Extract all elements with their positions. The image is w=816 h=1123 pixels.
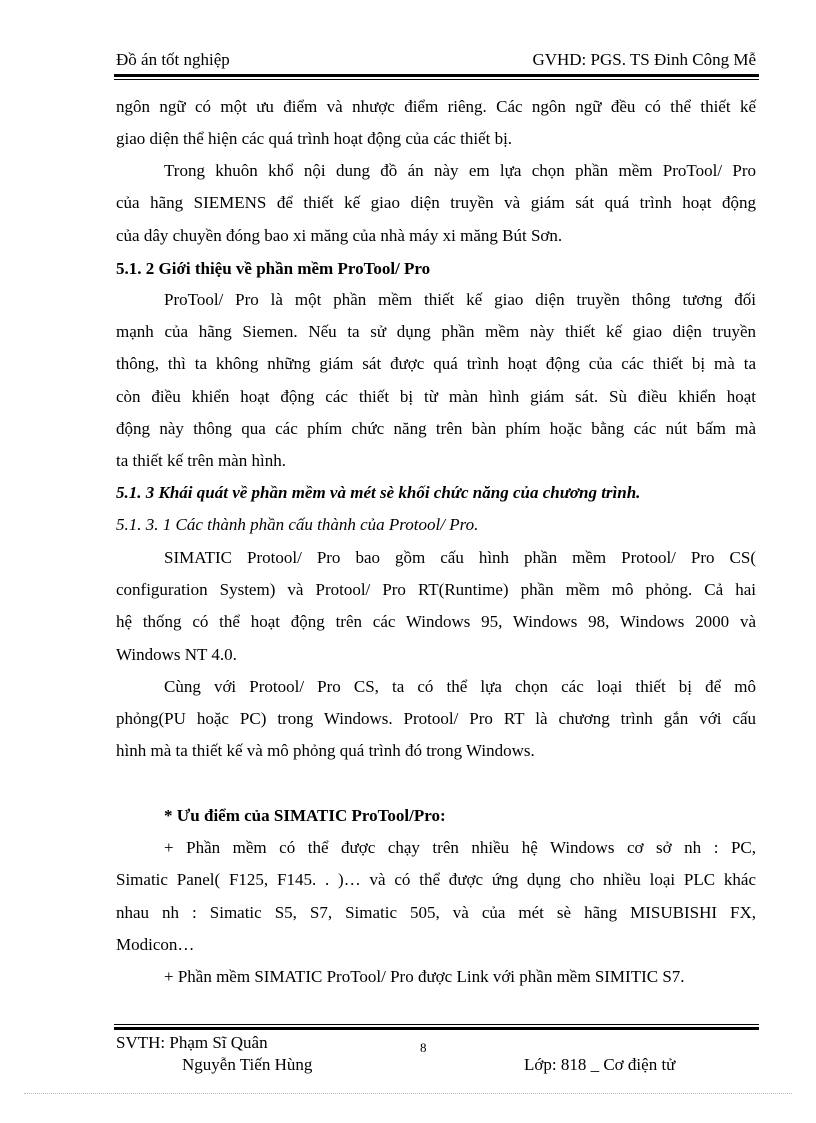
paragraph-line: Windows NT 4.0. bbox=[116, 645, 237, 664]
paragraph-line: + Phần mềm có thể được chạy trên nhiều hệ Windows cơ sở nh : PC, bbox=[164, 838, 756, 857]
footer-rule-thick bbox=[114, 1027, 759, 1030]
footer-class: Lớp: 818 _ Cơ điện tử bbox=[524, 1055, 676, 1074]
page-number: 8 bbox=[420, 1040, 427, 1055]
paragraph-line: thông, thì ta không những giám sát được quá trình hoạt động của các thiết bị mà ta bbox=[116, 354, 756, 373]
paragraph-line: ngôn ngữ có một ưu điểm và nhược điểm riêng. Các ngôn ngữ đều có thể thiết kế bbox=[116, 97, 756, 116]
paragraph-line: ProTool/ Pro là một phần mềm thiết kế giao diện truyền thông tương đối bbox=[164, 290, 756, 309]
paragraph-line: động này thông qua các phím chức năng trên bàn phím hoặc bằng các nút bấm mà bbox=[116, 419, 756, 438]
footer-rule-thin bbox=[114, 1024, 759, 1025]
paragraph-line: hệ thống có thể hoạt động trên các Windows 95, Windows 98, Windows 2000 và bbox=[116, 612, 756, 631]
paragraph-line: phỏng(PU hoặc PC) trong Windows. Protool/ Pro RT là chương trình gắn với cấu bbox=[116, 709, 756, 728]
subsection-heading: 5.1. 3. 1 Các thành phần cấu thành của Protool/ Pro. bbox=[116, 515, 479, 534]
header-left: Đồ án tốt nghiệp bbox=[116, 50, 230, 69]
paragraph-line: + Phần mềm SIMATIC ProTool/ Pro được Link với phần mềm SIMITIC S7. bbox=[164, 967, 685, 986]
paragraph-line: còn điều khiển hoạt động các thiết bị từ màn hình giám sát. Sù điều khiển hoạt bbox=[116, 387, 756, 406]
section-heading-italic: 5.1. 3 Khái quát về phần mềm và mét sè khối chức năng của chương trình. bbox=[116, 483, 641, 502]
section-heading: 5.1. 2 Giới thiệu về phần mềm ProTool/ Pro bbox=[116, 259, 431, 278]
page-bottom-dotted-border bbox=[24, 1093, 792, 1094]
paragraph-line: Modicon… bbox=[116, 935, 195, 954]
footer-student-1: SVTH: Phạm Sĩ Quân bbox=[116, 1033, 268, 1052]
paragraph-line: ta thiết kế trên màn hình. bbox=[116, 451, 286, 470]
paragraph-line: của dây chuyền đóng bao xi măng của nhà máy xi măng Bút Sơn. bbox=[116, 226, 563, 245]
paragraph-line: giao diện thể hiện các quá trình hoạt động của các thiết bị. bbox=[116, 129, 513, 148]
header-rule-thin bbox=[114, 79, 759, 80]
paragraph-line: Simatic Panel( F125, F145. . )… và có thể được ứng dụng cho nhiều loại PLC khác bbox=[116, 870, 756, 889]
footer-student-2: Nguyễn Tiến Hùng bbox=[182, 1055, 313, 1074]
paragraph-line: hình mà ta thiết kế và mô phỏng quá trình đó trong Windows. bbox=[116, 741, 535, 760]
paragraph-line: SIMATIC Protool/ Pro bao gồm cấu hình phần mềm Protool/ Pro CS( bbox=[164, 548, 756, 567]
paragraph-line: nhau nh : Simatic S5, S7, Simatic 505, và của mét sè hãng MISUBISHI FX, bbox=[116, 903, 756, 922]
header-right: GVHD: PGS. TS Đinh Công Mễ bbox=[532, 50, 756, 69]
paragraph-line: Trong khuôn khổ nội dung đồ án này em lựa chọn phần mềm ProTool/ Pro bbox=[164, 161, 756, 180]
header-rule-thick bbox=[114, 74, 759, 77]
paragraph-line: mạnh của hãng Siemen. Nếu ta sử dụng phần mềm này thiết kế giao diện truyền bbox=[116, 322, 756, 341]
advantages-heading: * Ưu điểm của SIMATIC ProTool/Pro: bbox=[164, 806, 446, 825]
paragraph-line: configuration System) và Protool/ Pro RT(Runtime) phần mềm mô phỏng. Cả hai bbox=[116, 580, 756, 599]
paragraph-line: của hãng SIEMENS để thiết kế giao diện truyền và giám sát quá trình hoạt động bbox=[116, 193, 756, 212]
paragraph-line: Cùng với Protool/ Pro CS, ta có thể lựa chọn các loại thiết bị để mô bbox=[164, 677, 756, 696]
